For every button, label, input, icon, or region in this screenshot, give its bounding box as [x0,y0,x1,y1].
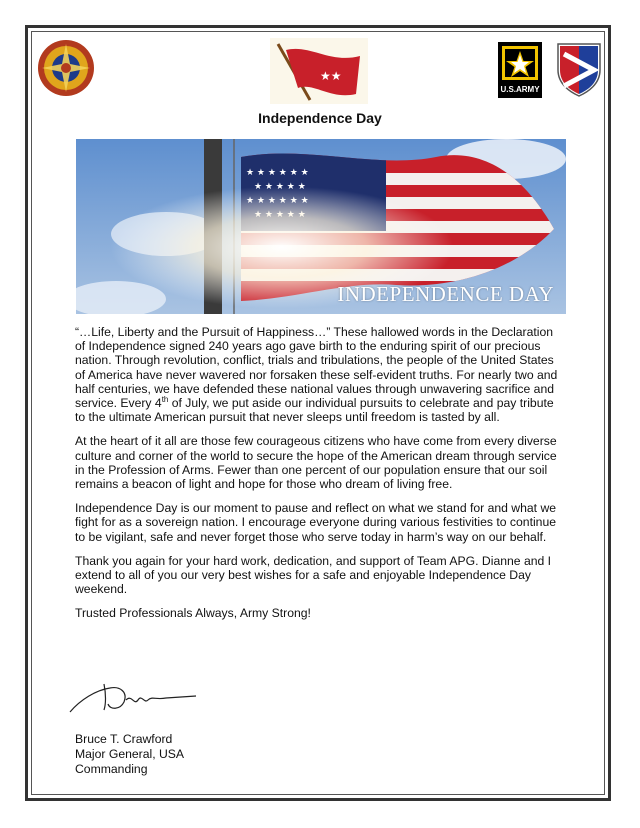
letter-body [75,325,565,631]
paragraph-1-text-end: of July, we put aside our individual pursuits to celebrate and pay tribute to the ultimate American pursuit that never sleeps until freedom is tasted by all. [75,396,554,425]
paragraph-1-text: “…Life, Liberty and the Pursuit of Happiness…” These hallowed words in the Declaration of Independence signed 240 years ago gave birth to the enduring spirit of our precious nation. Through revolution, conflict, trials and tribulations, the people of the United States of America have never wavered nor forsaken these self-evident truths. For nearly two and half centuries, we have defended these national values through unwavering sacrifice and service. Every 4 [75,325,558,411]
handwritten-signature [66,680,201,716]
page-title: Independence Day [258,110,382,126]
general-flag-icon [270,38,368,104]
signer-rank: Major General, USA [75,747,185,761]
signer-name: Bruce T. Crawford [75,732,173,746]
signer-role: Commanding [75,762,148,776]
svg-text:★★: ★★ [320,69,342,83]
paragraph-3: Independence Day is our moment to pause and reflect on what we stand for and what we fight for as a sovereign nation. I encourage everyone during various festivities to continue to be vigilant, safe and never forget those who serve today in harm’s way on our behalf. [75,501,557,544]
banner-caption: INDEPENDENCE DAY [337,282,554,306]
paragraph-2: At the heart of it all are those few courageous citizens who have come from every diverse culture and corner of the world to secure the hope of the American dream through service in the Profession of Arms. Fewer than one percent of our population ensure that our soil remains a beacon of light and hope for those who dream of living free. [75,434,557,492]
paragraph-4: Thank you again for your hard work, dedication, and support of Team APG. Dianne and I extend to all of you our very best wishes for a safe and enjoyable Independence Day weekend. [75,553,552,597]
paragraph-1 [75,325,565,424]
army-materiel-command-shield-icon [554,40,604,98]
us-army-logo-icon [498,42,542,98]
flag-banner-image [76,139,566,314]
command-insignia-icon [36,38,96,98]
army-logo-text: U.S.ARMY [500,85,540,94]
closing-line: Trusted Professionals Always, Army Strong! [75,606,311,621]
ordinal-suffix: th [161,394,169,404]
signature-block [75,732,184,777]
